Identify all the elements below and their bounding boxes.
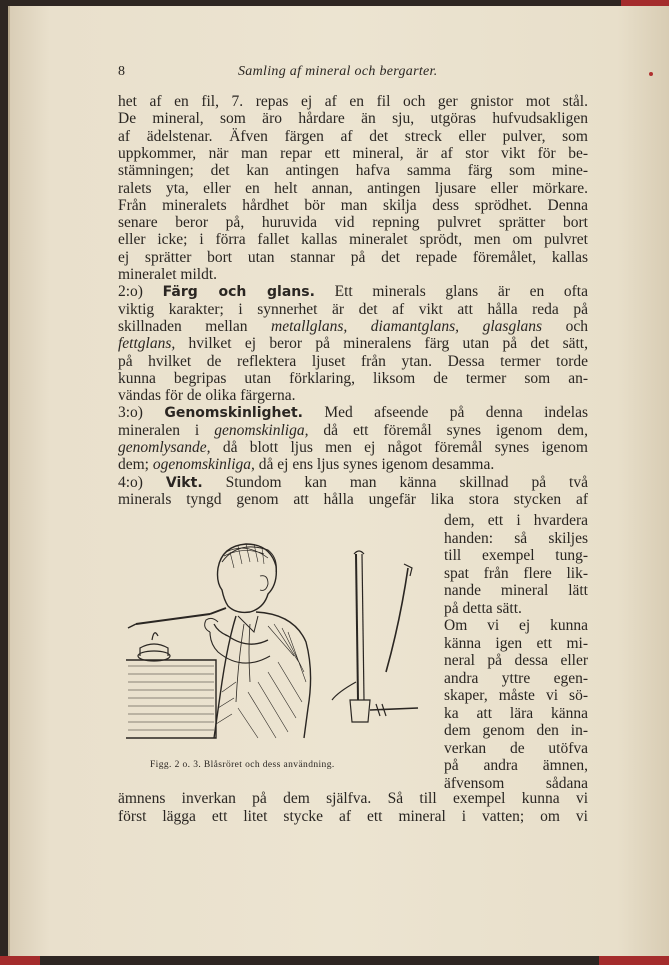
section-heading: Vikt.: [165, 474, 203, 491]
text-line: [118, 249, 588, 267]
section-heading: Färg och glans.: [162, 284, 315, 301]
text-line: [118, 491, 588, 509]
text-line: [118, 180, 588, 198]
text-run: och: [542, 317, 588, 335]
figure-caption: Figg. 2 o. 3. Blåsröret och dess användning.: [150, 760, 335, 770]
side-text-line: skaper, måste vi sö-: [444, 687, 588, 704]
text-line: [118, 422, 588, 440]
text-run: mineralet mildt.: [118, 266, 218, 283]
text-run: 3:o): [118, 404, 165, 422]
italic-term: fettglans,: [118, 335, 176, 353]
side-text-line: till exempel tung-: [444, 547, 588, 564]
running-title: Samling af mineral och bergarter.: [238, 64, 438, 79]
text-run: på hvilket de reflektera ljuset från ytan. Dessa termer torde: [118, 352, 588, 370]
text-line: [118, 353, 588, 371]
text-run: het af en fil, 7. repas ej af en fil och ger gnistor mot stål.: [118, 93, 588, 110]
text-run: skillnaden mellan: [118, 317, 272, 335]
side-text-line: spat från flere lik-: [444, 564, 588, 582]
book-edge-red-bottom-right: [599, 956, 669, 965]
text-line: [118, 266, 588, 284]
text-line: [118, 318, 588, 336]
side-text-line: känna igen ett mi-: [444, 634, 588, 652]
italic-term: genomlysande,: [118, 439, 211, 456]
text-run: minerals tyngd genom att hålla ungefär lika stora stycken af: [118, 490, 588, 508]
text-run: viktig karakter; i synnerhet är det af vikt att hålla reda på: [118, 300, 588, 318]
text-run: uppkommer, när man repar ett mineral, är af stor vikt för be-: [118, 144, 588, 162]
side-text-line: handen: så skiljes: [444, 529, 588, 547]
ink-speck: [649, 72, 653, 76]
running-header: [0, 64, 669, 84]
text-line: [118, 370, 588, 388]
italic-term: genomskinliga,: [214, 421, 309, 439]
text-line: [118, 387, 588, 405]
side-text-line: äfvensom sådana: [444, 774, 588, 792]
text-line: [118, 301, 588, 319]
text-run: då ej ens ljus synes igenom desamma.: [254, 456, 495, 474]
text-run: hvilket ej beror på mineralens färg utan på det sätt,: [175, 335, 588, 353]
section-heading: Genomskinlighet.: [164, 405, 304, 422]
text-line: [118, 214, 588, 232]
text-run: Från mineralets hårdhet bör man skilja dess sprödhet. Denna: [118, 196, 588, 214]
text-line: [118, 456, 588, 474]
text-run: senare beror på, huruvida vid repning pulvret sprätter bort: [118, 214, 588, 232]
text-line: [118, 404, 588, 422]
text-run: De mineral, som äro hårdare än sju, utgöras hufvudsakligen: [118, 110, 588, 128]
text-run: 4:o): [118, 473, 166, 491]
side-text-line: dem genom den in-: [444, 722, 588, 739]
text-run: Ett minerals glans är en ofta: [314, 283, 588, 301]
side-text-line: Om vi ej kunna: [444, 617, 588, 634]
side-text-line: dem, ett i hvardera: [444, 512, 588, 529]
text-run: eller icke; i förra fallet kallas mineralet sprödt, men om pulvret: [118, 231, 588, 249]
side-text-line: neral på dessa eller: [444, 652, 588, 669]
text-run: då blott ljus men ej något föremål synes igenom: [210, 439, 588, 456]
text-line: [118, 110, 588, 128]
text-line: [118, 231, 588, 249]
side-text-line: andra yttre egen-: [444, 669, 588, 687]
blowpipe-engraving: [118, 532, 428, 768]
text-line: [118, 162, 588, 180]
text-line: [118, 197, 588, 215]
text-run: då ett föremål synes igenom dem,: [308, 421, 588, 439]
text-line: [118, 335, 588, 353]
text-run: vändas för de olika färgerna.: [118, 387, 296, 405]
page-number: 8: [118, 64, 125, 79]
text-line: [118, 439, 588, 457]
text-line: [118, 145, 588, 163]
text-run: kunna begripas utan förklaring, liksom de termer som an-: [118, 369, 588, 387]
side-text-line: på andra ämnen,: [444, 757, 588, 774]
text-run: dem;: [118, 456, 153, 474]
blowpipe-illustration: [118, 532, 428, 768]
text-line: ämnens inverkan på dem själfva. Så till exempel kunna vi: [118, 790, 588, 807]
side-text-line: verkan de utöfva: [444, 739, 588, 757]
text-run: mineralen i: [118, 421, 215, 439]
text-line: [118, 93, 588, 111]
italic-term: ogenomskinliga,: [152, 456, 255, 474]
text-run: ralets yta, eller en helt annan, antingen ljusare eller mörkare.: [118, 179, 588, 197]
text-run: Med afseende på denna indelas: [303, 404, 588, 422]
text-line: [118, 474, 588, 492]
text-run: Stundom kan man känna skillnad på två: [202, 473, 588, 491]
text-run: stämningen; det kan antingen hafva samma färg som mine-: [118, 162, 588, 180]
side-text-line: nande mineral lätt: [444, 582, 588, 599]
text-run: 2:o): [118, 283, 163, 301]
book-edge-red-bottom-left: [0, 956, 40, 965]
text-run: ej sprätter bort utan stannar på det repade föremålet, kallas: [118, 248, 588, 266]
side-text-line: på detta sätt.: [444, 599, 522, 617]
text-line: [118, 283, 588, 301]
text-line: [118, 128, 588, 146]
italic-term: metallglans, diamantglans, glasglans: [271, 317, 543, 335]
side-text-line: ka att lära känna: [444, 704, 588, 722]
text-line: först lägga ett litet stycke af ett mineral i vatten; om vi: [118, 807, 588, 825]
text-run: af ädelstenar. Äfven färgen af det streck eller pulver, som: [118, 127, 588, 145]
